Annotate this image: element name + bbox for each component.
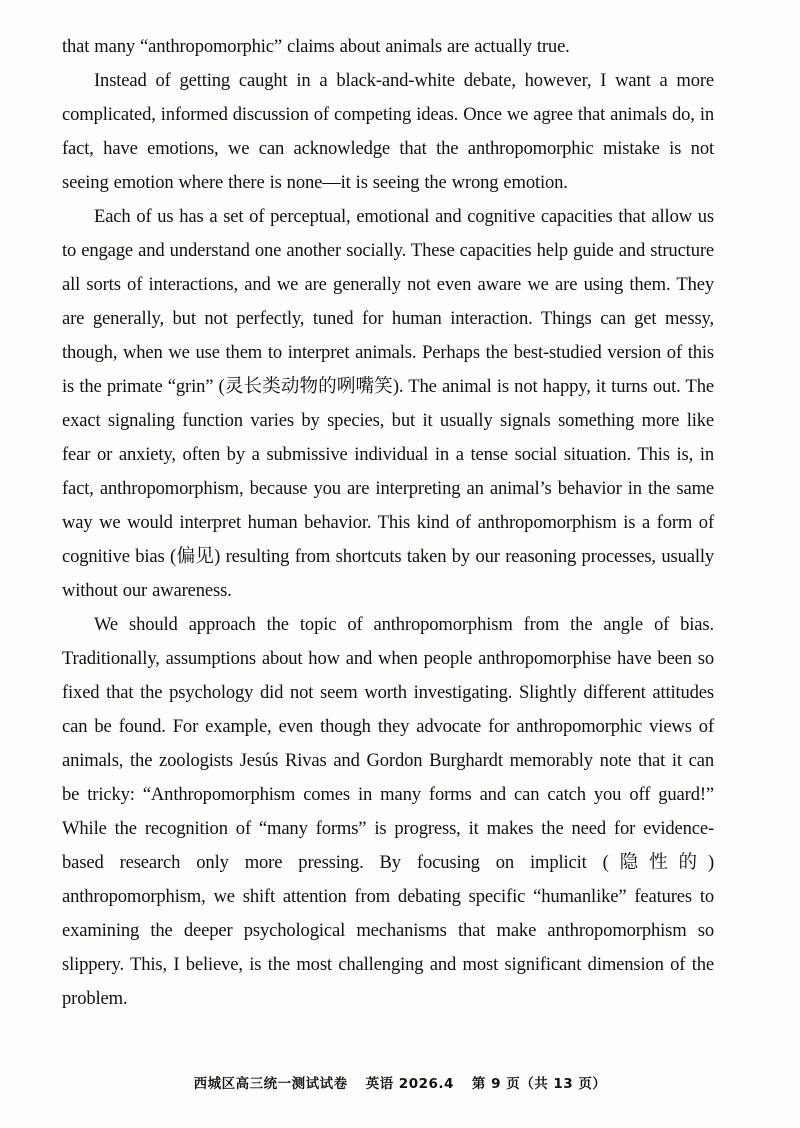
paragraph-1: that many “anthropomorphic” claims about animals are actually true. (62, 36, 570, 57)
passage-body (62, 30, 714, 1016)
paragraph-3: Each of us has a set of perceptual, emotional and cognitive capacities that allow us to engage and understand one another socially. These capacities help guide and structure all sorts of interactions, and we are generally not even aware we are using them. They are generally, but not perfectly, tuned for human interaction. Things can get messy, though, when we use them to interpret animals. Perhaps the best-studied version of this is the primate “grin” (灵长类动物的咧嘴笑). The animal is not happy, it turns out. The exact signaling function varies by species, but it usually signals something more like fear or anxiety, often by a submissive individual in a tense social situation. This is, in fact, anthropomorphism, because you are interpreting an animal’s behavior in the same way we would interpret human behavior. This kind of anthropomorphism is a form of cognitive bias (偏见) resulting from shortcuts taken by our reasoning processes, usually without our awareness. (62, 206, 714, 601)
paragraph-4: We should approach the topic of anthropomorphism from the angle of bias. Traditionally, assumptions about how and when people anthropomorphise have been so fixed that the psychology did not seem worth investigating. Slightly different attitudes can be found. For example, even though they advocate for anthropomorphic views of animals, the zoologists Jesús Rivas and Gordon Burghardt memorably note that it can be tricky: “Anthropomorphism comes in many forms and can catch you off guard!” While the recognition of “many forms” is progress, it makes the need for evidence-based research only more pressing. By focusing on implicit (隐性的) anthropomorphism, we shift attention from debating specific “humanlike” features to examining the deeper psychological mechanisms that make anthropomorphism so slippery. This, I believe, is the most challenging and most significant dimension of the problem. (62, 614, 714, 1009)
footer-subject: 英语 2026.4 (365, 1076, 454, 1092)
page-footer (0, 1072, 800, 1092)
paragraph-2: Instead of getting caught in a black-and-white debate, however, I want a more complicated, informed discussion of competing ideas. Once we agree that animals do, in fact, have emotions, we can acknowledge that the anthropomorphic mistake is not seeing emotion where there is none—it is seeing the wrong emotion. (62, 70, 714, 193)
footer-exam-title: 西城区高三统一测试试卷 (193, 1076, 348, 1092)
footer-page-number: 第 9 页（共 13 页） (471, 1076, 607, 1092)
